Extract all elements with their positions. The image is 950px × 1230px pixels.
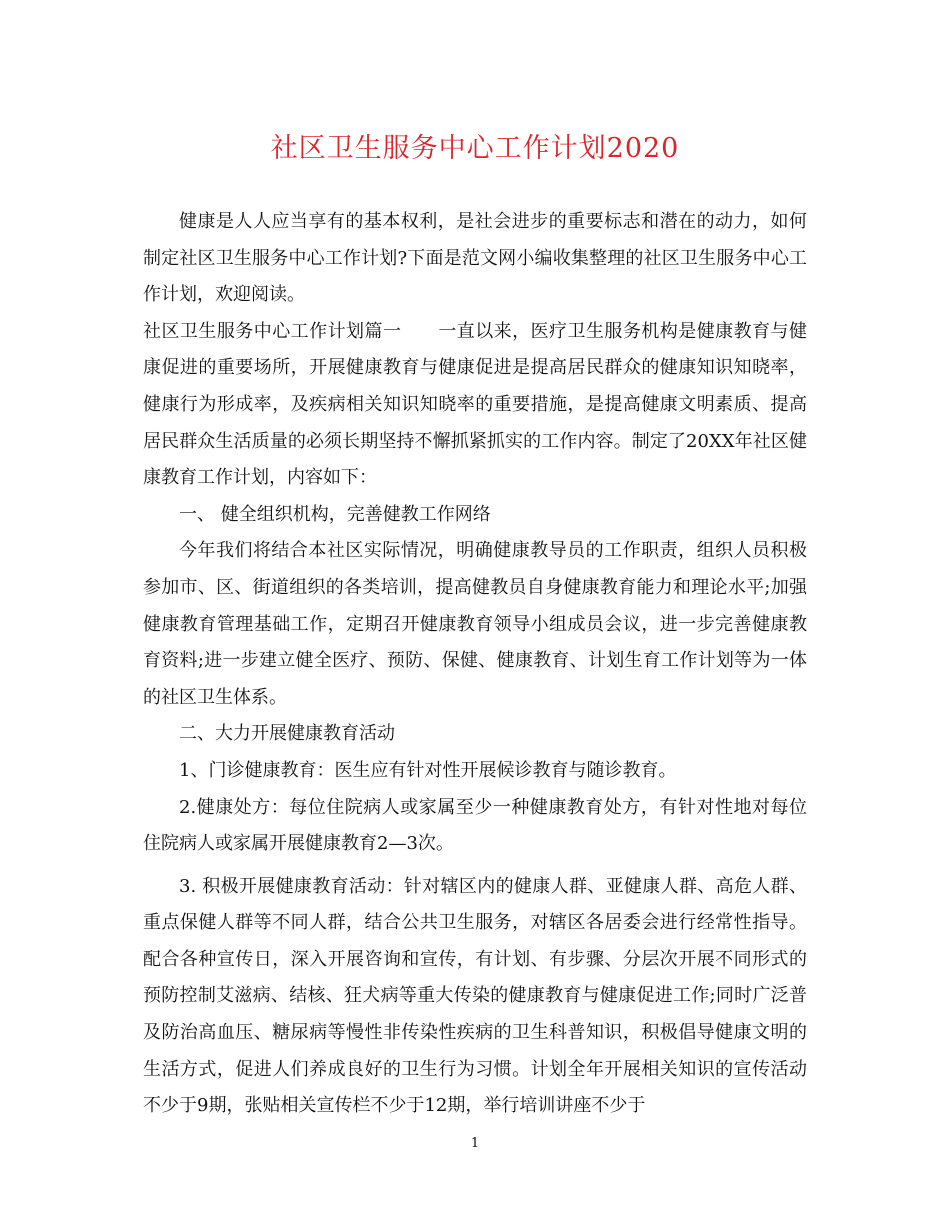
paragraph-intro: 健康是人人应当享有的基本权利，是社会进步的重要标志和潜在的动力，如何制定社区卫生服务中心工作计划?下面是范文网小编收集整理的社区卫生服务中心工作计划，欢迎阅读。 bbox=[143, 211, 807, 306]
document-body bbox=[143, 204, 807, 1125]
paragraph-item-1: 1、门诊健康教育：医生应有针对性开展候诊教育与随诊教育。 bbox=[179, 759, 677, 781]
document-title: 社区卫生服务中心工作计划2020 bbox=[270, 133, 680, 164]
paragraph-plan-one: 社区卫生服务中心工作计划篇一 一直以来，医疗卫生服务机构是健康教育与健康促进的重要场所，开展健康教育与健康促进是提高居民群众的健康知识知晓率，健康行为形成率，及疾病相关知识知晓率的重要措施，是提高健康文明素质、提高居民群众生活质量的必须长期坚持不懈抓紧抓实的工作内容。制定了20XX年社区健康教育工作计划，内容如下： bbox=[143, 320, 807, 489]
paragraph-section-one: 今年我们将结合本社区实际情况，明确健康教导员的工作职责，组织人员积极参加市、区、街道组织的各类培训，提高健教员自身健康教育能力和理论水平;加强健康教育管理基础工作，定期召开健康教育领导小组成员会议，进一步完善健康教育资料;进一步建立健全医疗、预防、保健、健康教育、计划生育工作计划等为一体的社区卫生体系。 bbox=[143, 540, 807, 708]
paragraph-item-2: 2.健康处方：每位住院病人或家属至少一种健康教育处方，有针对性地对每位住院病人或家属开展健康教育2—3次。 bbox=[143, 796, 807, 855]
paragraph-item-3: 3. 积极开展健康教育活动：针对辖区内的健康人群、亚健康人群、高危人群、重点保健人群等不同人群，结合公共卫生服务，对辖区各居委会进行经常性指导。配合各种宣传日，深入开展咨询和宣传，有计划、有步骤、分层次开展不同形式的预防控制艾滋病、结核、狂犬病等重大传染的健康教育与健康促进工作;同时广泛普及防治高血压、糖尿病等慢性非传染性疾病的卫生科普知识，积极倡导健康文明的生活方式，促进人们养成良好的卫生行为习惯。计划全年开展相关知识的宣传活动不少于9期，张贴相关宣传栏不少于12期，举行培训讲座不少于 bbox=[143, 875, 807, 1117]
heading-section-one: 一、 健全组织机构，完善健教工作网络 bbox=[179, 503, 491, 525]
page-number: 1 bbox=[470, 1136, 480, 1151]
heading-section-two: 二、大力开展健康教育活动 bbox=[179, 723, 395, 745]
